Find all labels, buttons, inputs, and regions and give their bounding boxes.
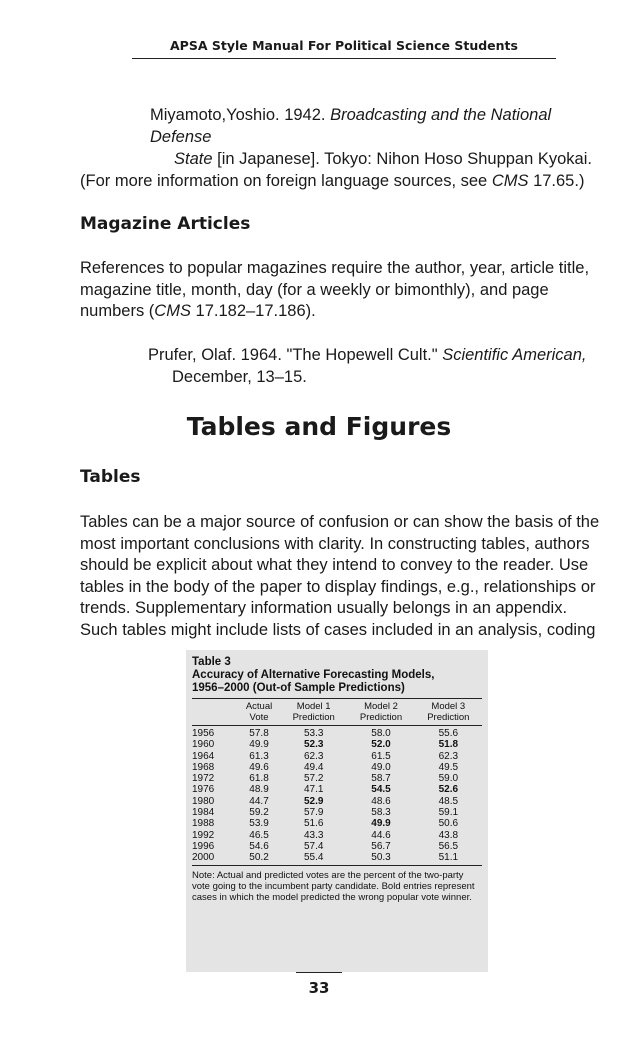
ref1-title-part2: State <box>174 150 213 168</box>
running-header: APSA Style Manual For Political Science Students <box>132 38 556 59</box>
table-row <box>192 751 482 762</box>
cell-year: 1956 <box>192 728 215 739</box>
magazine-articles-heading: Magazine Articles <box>80 214 251 234</box>
cell-actual: 54.6 <box>249 840 269 852</box>
table-row <box>192 796 482 807</box>
magazine-paragraph <box>80 258 600 323</box>
tables-subheading: Tables <box>80 467 141 487</box>
foreign-note-cms: CMS <box>491 172 529 190</box>
cell-year: 1988 <box>192 818 215 830</box>
table-header-row <box>192 699 482 726</box>
cell-m3: 51.8 <box>438 739 459 751</box>
cell-m1: 62.3 <box>303 750 324 762</box>
cell-m2: 58.7 <box>371 773 391 785</box>
cell-year: 1984 <box>192 807 215 819</box>
cell-m3: 59.1 <box>438 807 459 819</box>
forecast-table <box>192 699 482 866</box>
col-header-model2: Model 2 Prediction <box>347 699 414 726</box>
cell-m1: 57.2 <box>303 773 324 785</box>
cell-m2: 52.0 <box>371 739 391 751</box>
col-header-model1: Model 1 Prediction <box>280 699 347 726</box>
cell-actual: 46.5 <box>249 829 269 841</box>
table-note: Note: Actual and predicted votes are the percent of the two-party vote going to the incumbent party candidate. Bold entries represent cases in which the model predicted the wrong popular vote winner. <box>192 869 475 904</box>
cell-m2: 49.9 <box>371 818 391 830</box>
ref1-title-part1: Broadcasting and the National Defense <box>150 106 552 146</box>
cell-m3: 51.1 <box>415 852 482 865</box>
cell-m2: 58.3 <box>371 807 391 819</box>
magazine-para-a: References to popular magazines require the author, year, article title, magazine title, month, day (for a weekly or bimonthly), and page numbers ( <box>80 259 590 320</box>
cell-year: 1996 <box>192 840 215 852</box>
cell-year: 1992 <box>192 829 215 841</box>
foreign-note-text: (For more information on foreign language sources, see <box>80 172 492 190</box>
col-header-actual: Actual Vote <box>238 699 280 726</box>
cell-m1: 49.4 <box>303 761 324 773</box>
cell-m2: 54.5 <box>371 784 391 796</box>
ref1-author: Miyamoto,Yoshio. 1942. <box>150 106 331 124</box>
magazine-para-b: 17.182–17.186). <box>190 302 316 320</box>
cell-m1: 43.3 <box>303 829 324 841</box>
cell-actual: 61.8 <box>249 773 269 785</box>
ref1-rest: [in Japanese]. Tokyo: Nihon Hoso Shuppan Kyokai. <box>212 150 592 168</box>
table-row <box>192 818 482 829</box>
ref2-author: Prufer, Olaf. 1964. "The Hopewell Cult." <box>148 346 443 364</box>
table-label: Table 3 <box>192 656 231 668</box>
table-row <box>192 739 482 750</box>
table-row <box>192 830 482 841</box>
cell-actual: 57.8 <box>249 728 269 739</box>
page-number: 33 <box>296 972 342 997</box>
cell-m1: 55.4 <box>280 852 347 865</box>
table-row <box>192 762 482 773</box>
cell-m2: 61.5 <box>371 750 391 762</box>
cell-m1: 57.4 <box>303 840 324 852</box>
foreign-note-section: 17.65.) <box>528 172 585 190</box>
cell-actual: 50.2 <box>238 852 280 865</box>
table-row <box>192 773 482 784</box>
table-row <box>192 726 482 740</box>
cell-m1: 51.6 <box>303 818 324 830</box>
cell-actual: 49.6 <box>249 761 269 773</box>
cell-m3: 56.5 <box>438 840 459 852</box>
cell-year: 2000 <box>192 852 238 865</box>
ref2-line2: December, 13–15. <box>172 368 307 386</box>
cell-m2: 56.7 <box>371 840 391 852</box>
reference-miyamoto <box>150 104 610 170</box>
cell-m3: 52.6 <box>438 784 459 796</box>
cell-year: 1972 <box>192 773 215 785</box>
table-row <box>192 841 482 852</box>
cell-m2: 50.3 <box>347 852 414 865</box>
cell-m3: 59.0 <box>438 773 459 785</box>
ref2-magazine: Scientific American, <box>442 346 587 364</box>
cell-m1: 57.9 <box>303 807 324 819</box>
cell-m2: 58.0 <box>371 728 391 739</box>
cell-year: 1960 <box>192 739 215 751</box>
cell-m3: 48.5 <box>438 795 459 807</box>
cell-m2: 44.6 <box>371 829 391 841</box>
cell-m1: 52.9 <box>303 795 324 807</box>
tables-paragraph: Tables can be a major source of confusion or can show the basis of the most important conclusions with clarity. In constructing tables, authors should be explicit about what they intend to convey to the reader. Use tables in the body of the paper to display findings, e.g., relationships or trends. Supplementary information usually belongs in an appendix. Such tables might include lists of cases included in an analysis, coding <box>80 513 600 639</box>
cell-actual: 61.3 <box>249 750 269 762</box>
table-row <box>192 807 482 818</box>
cell-year: 1976 <box>192 784 215 796</box>
cell-m2: 48.6 <box>371 795 391 807</box>
cell-m1: 52.3 <box>303 739 324 751</box>
table-3 <box>186 650 488 972</box>
tables-and-figures-heading: Tables and Figures <box>186 412 452 441</box>
cell-m1: 47.1 <box>303 784 324 796</box>
cell-actual: 44.7 <box>249 795 269 807</box>
col-header-model3: Model 3 Prediction <box>415 699 482 726</box>
cell-year: 1964 <box>192 750 215 762</box>
cell-year: 1980 <box>192 795 215 807</box>
cell-year: 1968 <box>192 761 215 773</box>
cell-actual: 53.9 <box>249 818 269 830</box>
cell-m1: 53.3 <box>303 728 324 739</box>
foreign-language-note <box>80 171 600 193</box>
cell-m3: 62.3 <box>438 750 459 762</box>
table-title-line1: Accuracy of Alternative Forecasting Models, <box>192 669 435 681</box>
cell-m3: 49.5 <box>438 761 459 773</box>
magazine-cms: CMS <box>154 302 191 320</box>
table-title-line2: 1956–2000 (Out-of Sample Predictions) <box>192 682 405 694</box>
table-row <box>192 784 482 795</box>
reference-prufer <box>148 344 608 388</box>
cell-actual: 48.9 <box>249 784 269 796</box>
cell-actual: 49.9 <box>249 739 269 751</box>
cell-m3: 55.6 <box>438 728 459 739</box>
cell-m3: 50.6 <box>438 818 459 830</box>
table-row <box>192 852 482 865</box>
cell-m3: 43.8 <box>438 829 459 841</box>
cell-m2: 49.0 <box>371 761 391 773</box>
col-header-year <box>192 699 238 726</box>
cell-actual: 59.2 <box>249 807 269 819</box>
